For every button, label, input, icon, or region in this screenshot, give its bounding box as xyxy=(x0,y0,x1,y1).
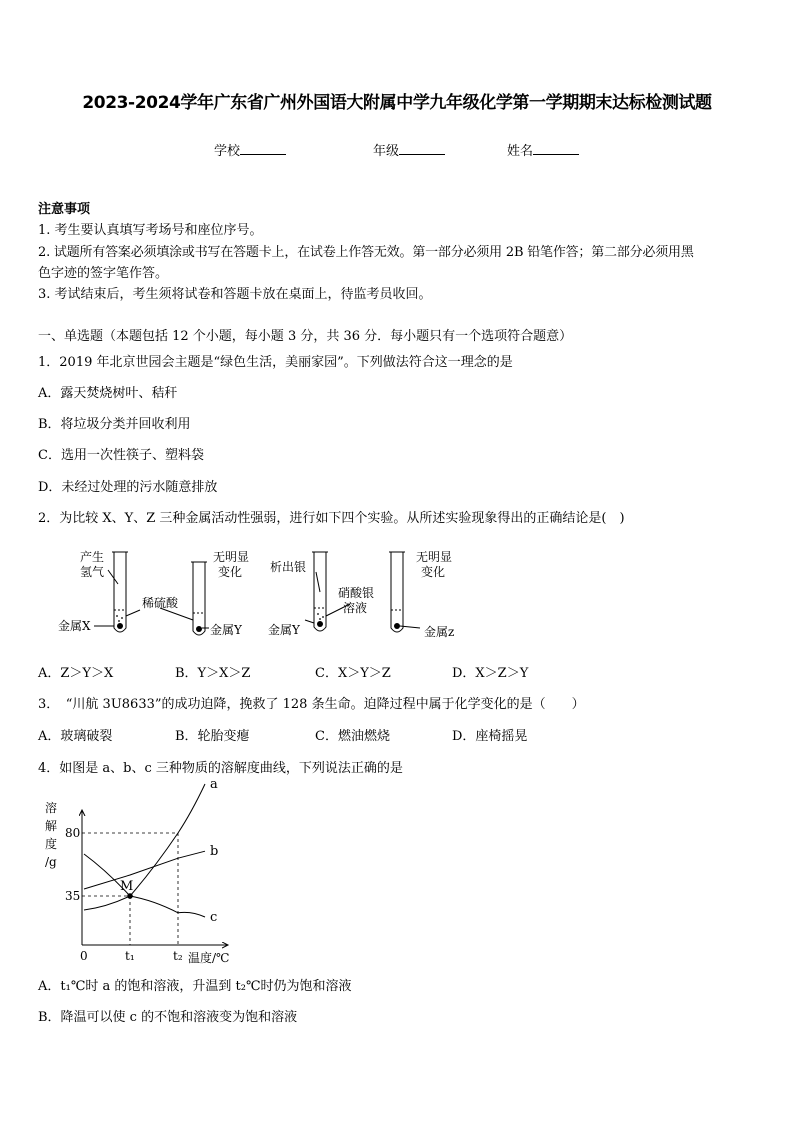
name-label: 姓名 xyxy=(507,144,534,159)
q1-stem: 1．2019 年北京世园会主题是“绿色生活，美丽家园”。下列做法符合这一理念的是 xyxy=(38,355,513,370)
test-tube-2 xyxy=(193,562,205,635)
label-acid: 稀硫酸 xyxy=(142,596,179,610)
label-gas-1: 产生 xyxy=(80,550,105,564)
label-metal-x: 金属X xyxy=(58,619,91,633)
test-tube-4 xyxy=(391,552,403,632)
y-tick-label: 35 xyxy=(65,889,81,903)
x-axis-label: 温度/℃ xyxy=(188,951,230,965)
label-gas-2: 氢气 xyxy=(80,565,105,579)
label-nitrate-1: 硝酸银 xyxy=(338,586,375,600)
label-metal-z: 金属z xyxy=(424,625,455,639)
label-nochange-1a: 无明显 xyxy=(213,550,250,564)
x-tick-label: t₁ xyxy=(125,949,135,963)
x-tick-label: t₂ xyxy=(173,949,183,963)
section-heading: 一、单选题（本题包括 12 个小题，每小题 3 分，共 36 分．每小题只有一个选项符合题意） xyxy=(38,329,573,344)
q1-option-b[interactable]: B．将垃圾分类并回收利用 xyxy=(38,417,191,432)
q2-stem: 2．为比较 X、Y、Z 三种金属活动性强弱，进行如下四个实验。从所述实验现象得出的正确结论是( ) xyxy=(38,511,625,526)
q4-option-b[interactable]: B．降温可以使 c 的不饱和溶液变为饱和溶液 xyxy=(38,1010,298,1025)
y-label-char: 溶 xyxy=(45,801,58,815)
q1-option-a[interactable]: A．露天焚烧树叶、秸秆 xyxy=(38,386,178,401)
q2-experiment-figure xyxy=(50,540,470,650)
q3-option-b[interactable]: B．轮胎变瘪 xyxy=(175,729,250,744)
school-label: 学校 xyxy=(214,144,241,159)
label-nitrate-2: 溶液 xyxy=(343,601,368,615)
test-tube-1 xyxy=(114,552,126,632)
grade-field[interactable] xyxy=(373,142,445,160)
notice-heading: 注意事项 xyxy=(38,202,91,217)
solubility-chart xyxy=(50,777,250,970)
label-nochange-2a: 无明显 xyxy=(416,550,453,564)
q1-option-d[interactable]: D．未经过处理的污水随意排放 xyxy=(38,480,218,495)
y-label-char: 解 xyxy=(45,819,58,833)
q1-option-c[interactable]: C．选用一次性筷子、塑料袋 xyxy=(38,448,204,463)
notice-item: 3. 考试结束后，考生须将试卷和答题卡放在桌面上，待监考员收回。 xyxy=(38,287,432,302)
y-label-char: 度 xyxy=(45,837,58,851)
series-label-c: c xyxy=(210,910,218,925)
q2-option-a[interactable]: A．Z＞Y＞X xyxy=(38,666,114,681)
label-metal-y-2: 金属Y xyxy=(268,623,300,637)
point-m xyxy=(127,893,133,899)
q3-option-c[interactable]: C．燃油燃烧 xyxy=(315,729,390,744)
q3-option-d[interactable]: D．座椅摇晃 xyxy=(452,729,528,744)
q2-option-c[interactable]: C．X＞Y＞Z xyxy=(315,666,391,681)
curve-a xyxy=(84,784,205,910)
series-label-a: a xyxy=(210,777,218,792)
grade-label: 年级 xyxy=(373,144,400,159)
y-label-char: /g xyxy=(45,855,57,869)
q3-stem: 3． “川航 3U8633”的成功迫降，挽救了 128 条生命。迫降过程中属于化学变化的是（ ） xyxy=(38,697,585,712)
notice-item: 1. 考生要认真填写考场号和座位序号。 xyxy=(38,223,263,238)
q3-option-a[interactable]: A．玻璃破裂 xyxy=(38,729,113,744)
label-silver: 析出银 xyxy=(270,560,307,574)
q2-option-d[interactable]: D．X＞Z＞Y xyxy=(452,666,529,681)
label-nochange-1b: 变化 xyxy=(218,565,243,579)
curve-b xyxy=(84,851,205,889)
origin-label: 0 xyxy=(80,949,88,963)
series-label-b: b xyxy=(210,844,219,860)
q4-option-a[interactable]: A．t₁℃时 a 的饱和溶液，升温到 t₂℃时仍为饱和溶液 xyxy=(38,979,352,994)
exam-title: 2023-2024学年广东省广州外国语大附属中学九年级化学第一学期期末达标检测试题 xyxy=(82,93,712,113)
name-field[interactable] xyxy=(507,142,579,160)
label-metal-y-1: 金属Y xyxy=(210,623,242,637)
school-field[interactable] xyxy=(214,142,286,160)
curve-c xyxy=(84,854,205,917)
notice-item: 2. 试题所有答案必须填涂或书写在答题卡上，在试卷上作答无效。第一部分必须用 2B 铅笔作答；第二部分必须用黑 xyxy=(38,245,694,260)
q2-option-b[interactable]: B．Y＞X＞Z xyxy=(175,666,251,681)
label-m: M xyxy=(120,879,134,894)
label-nochange-2b: 变化 xyxy=(421,565,446,579)
y-tick-label: 80 xyxy=(65,826,81,840)
notice-item: 色字迹的签字笔作答。 xyxy=(38,266,169,281)
q4-stem: 4．如图是 a、b、c 三种物质的溶解度曲线，下列说法正确的是 xyxy=(38,761,403,776)
